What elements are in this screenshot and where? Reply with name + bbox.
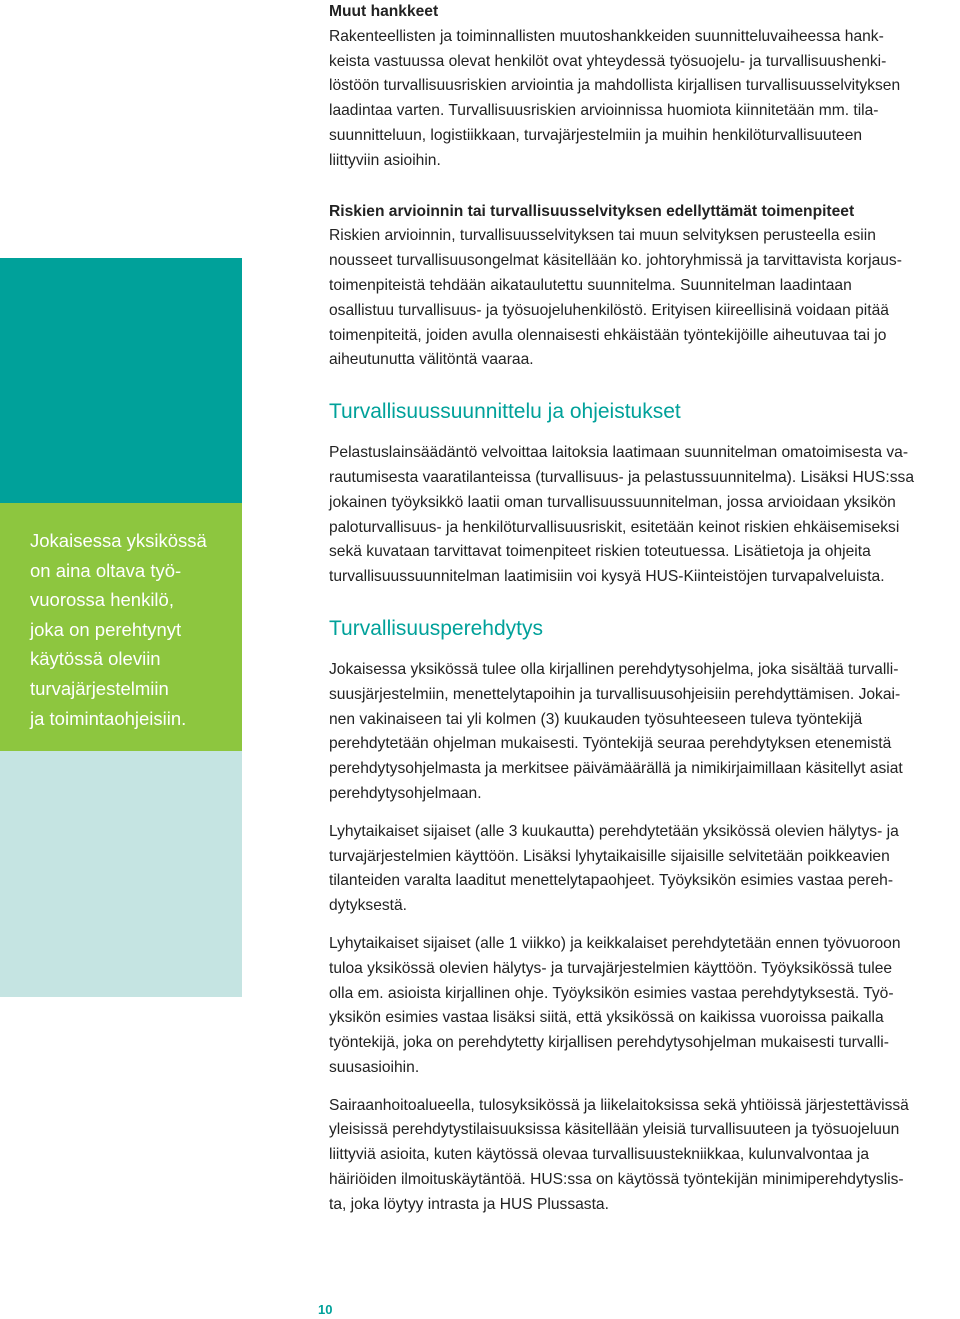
heading-riskien-arvioinnin: Riskien arvioinnin tai turvallisuusselvityksen edellyttämät toimenpiteet [329,202,855,220]
paragraph-perehdytys-4: Sairaanhoitoalueella, tulosyksikössä ja liikelaitoksissa sekä yhtiöissä järjestettävissä yleisissä perehdytystilaisuuksissa käsitellään yleisiä turvallisuuteen ja työsuojeluun liittyviä asioita, kuten käytössä olevaa turvallisuustekniikkaa, kulunvalvontaa ja häiriöiden ilmoituskäytäntöä. HUS:ssa on käytössä työntekijän minimiperehdytyslis- ta, joka löytyy intrasta ja HUS Plussasta. [329,1096,909,1213]
heading-muut-hankkeet: Muut hankkeet [329,3,439,20]
heading-turvallisuussuunnittelu: Turvallisuussuunnittelu ja ohjeistukset [329,400,681,424]
page-number: 10 [318,1302,333,1317]
paragraph-perehdytys-1: Jokaisessa yksikössä tulee olla kirjallinen perehdytysohjelma, joka sisältää turvalli- suusjärjestelmiin, menettelytapoihin ja turvallisuusohjeisiin perehdyttämisen. Jokai- nen vakinaiseen tai yli kolmen (3) kuukauden työsuhteeseen tuleva työntekijä perehdytetään ohjelman mukaisesti. Työntekijä seuraa perehdytyksen etenemistä perehdytysohjelmasta ja merkitsee päivämäärällä ja nimikirjaimillaan käsitellyt asiat perehdytysohjelmaan. [329,660,903,802]
sidebar-light-block [0,751,242,997]
sidebar-teal-block [0,258,242,503]
main-content [329,0,957,1218]
paragraph-perehdytys-3: Lyhytaikaiset sijaiset (alle 1 viikko) ja keikkalaiset perehdytetään ennen työvuoroon tuloa yksikössä olevien hälytys- ja turvajärjestelmien käyttöön. Työyksikössä tulee olla em. asioista kirjallinen ohje. Työyksikön esimies vastaa perehdytyksestä. Työ- yksikön esimies vastaa lisäksi siitä, että yksikössä on kaikissa vuoroissa paikalla työntekijä, joka on perehdytetty kirjallisen perehdytysohjelman mukaisesti turvalli- suusasioihin. [329,934,901,1076]
sidebar-pull-quote: Jokaisessa yksikössä on aina oltava työ- vuorossa henkilö, joka on perehtynyt käytössä oleviin turvajärjestelmiin ja toimintaohjeisiin. [30,530,207,729]
paragraph-turvallisuussuunnittelu: Pelastuslainsäädäntö velvoittaa laitoksia laatimaan suunnitelman omatoimisesta va- rautumisesta vaaratilanteissa (turvallisuus- ja pelastussuunnitelma). Lisäksi HUS:ssa jokainen työyksikkö laatii oman turvallisuussuunnitelman, jossa arvioidaan yksikön paloturvallisuus- ja henkilöturvallisuusriskit, esitetään keinot riskien ehkäisemiseksi sekä kuvataan tarvittavat toimenpiteet riskien toteutuessa. Lisätietoja ja ohjeita turvallisuussuunnitelman laatimisiin voi kysyä HUS-Kiinteistöjen turvapalveluista. [329,444,915,586]
paragraph-riskien-arvioinnin: Riskien arvioinnin, turvallisuusselvityksen tai muun selvityksen perusteella esiin nousseet turvallisuusongelmat käsitellään ko. johtoryhmissä ja tarvittavista korjaus- toimenpiteistä tehdään aikataulutettu suunnitelma. Suunnitelman laadintaan osallistuu turvallisuus- ja työsuojeluhenkilöstö. Erityisen kiireellisinä voidaan pitää toimenpiteitä, joiden avulla olennaisesti ehkäistään työntekijöille aiheutuvaa tai jo aiheutunutta välitöntä vaaraa. [329,227,902,369]
paragraph-muut-hankkeet: Rakenteellisten ja toiminnallisten muutoshankkeiden suunnitteluvaiheessa hank- keista vastuussa olevat henkilöt ovat yhteydessä työsuojelu- ja turvallisuushenki- löstöön turvallisuusriskien arviointia ja mahdollista kirjallisen turvallisuusselvityksen laadintaa varten. Turvallisuusriskien arvioinnissa huomiota kiinnitetään mm. tila- suunnitteluun, logistiikkaan, turvajärjestelmiin ja muihin henkilöturvallisuuteen liittyviin asioihin. [329,27,901,169]
paragraph-perehdytys-2: Lyhytaikaiset sijaiset (alle 3 kuukautta) perehdytetään yksikössä olevien hälytys- ja turvajärjestelmien käyttöön. Lisäksi lyhytaikaisille sijaisille selvitetään poikkeavien tilanteiden varalta laaditut menettelytapaohjeet. Työyksikön esimies vastaa pereh- dytyksestä. [329,822,899,915]
heading-turvallisuusperehdytys: Turvallisuusperehdytys [329,616,543,640]
